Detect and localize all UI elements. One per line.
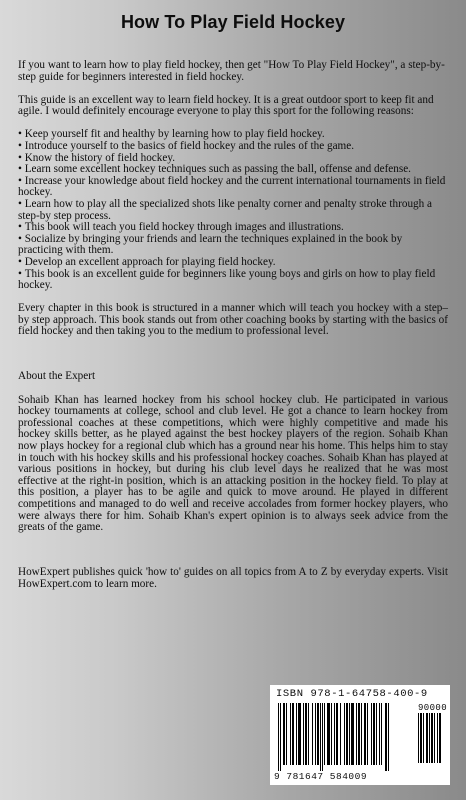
addon-barcode-bars	[418, 713, 446, 769]
barcode-bar	[280, 703, 281, 771]
barcode-bar	[317, 703, 319, 765]
barcode-bar	[286, 703, 287, 765]
barcode-bar	[296, 703, 297, 765]
isbn-barcode	[270, 685, 450, 785]
barcode-bar	[364, 703, 366, 765]
barcode-bar	[439, 713, 441, 763]
barcode-bar	[385, 703, 387, 771]
structure-paragraph: Every chapter in this book is structured in a manner which will teach you hockey with a step–by step approach. This book stands out from other coaching books by starting with the basics of field hockey and then taking you to the medium to professional level.	[18, 302, 448, 338]
barcode-bar	[324, 703, 325, 765]
isbn-label: ISBN 978-1-64758-400-9	[276, 688, 428, 700]
barcode-bar	[308, 703, 309, 765]
barcode-bar	[429, 713, 430, 763]
list-item: • Increase your knowledge about field hockey and the current international tournaments in field hockey.	[18, 176, 448, 199]
publisher-note: HowExpert publishes quick 'how to' guides on all topics from A to Z by everyday experts. Visit HowExpert.com to learn more.	[18, 566, 448, 590]
barcode-bar	[312, 703, 313, 765]
barcode-bar	[434, 713, 435, 763]
list-item: • This book is an excellent guide for beginners like young boys and girls on how to play field hockey.	[18, 269, 448, 292]
barcode-bar	[320, 703, 321, 771]
barcode-bar	[356, 703, 357, 765]
barcode-bar	[305, 703, 307, 765]
barcode-bar	[322, 703, 323, 771]
barcode-bar	[303, 703, 304, 765]
barcode-bar	[349, 703, 350, 765]
list-item: • Keep yourself fit and healthy by learning how to play field hockey.	[18, 129, 448, 141]
intro-paragraph: If you want to learn how to play field hockey, then get "How To Play Field Hockey", a step-by-step guide for beginners interested in field hockey.	[18, 59, 445, 83]
list-item: • Know the history of field hockey.	[18, 153, 448, 165]
list-item: • Learn some excellent hockey techniques such as passing the ball, offense and defense.	[18, 164, 448, 176]
barcode-bar	[376, 703, 377, 765]
barcode-bar	[327, 703, 330, 765]
barcode-bar	[344, 703, 345, 765]
barcode-digits: 9 781647 584009	[274, 771, 368, 782]
list-item: • Socialize by bringing your friends and learn the techniques explained in the book by practicing with them.	[18, 234, 448, 257]
barcode-bars	[278, 703, 412, 771]
barcode-bar	[336, 703, 338, 765]
barcode-bar	[381, 703, 382, 765]
barcode-bar	[388, 703, 389, 771]
barcode-bar	[351, 703, 354, 765]
barcode-bar	[334, 703, 335, 765]
barcode-bar	[367, 703, 368, 765]
list-item: • Introduce yourself to the basics of field hockey and the rules of the game.	[18, 141, 448, 153]
barcode-bar	[346, 703, 348, 765]
price-code: 90000	[418, 703, 448, 713]
section-spacer	[18, 545, 448, 567]
barcode-bar	[278, 703, 279, 771]
barcode-bar	[358, 703, 360, 765]
book-title: How To Play Field Hockey	[120, 12, 346, 32]
barcode-bar	[371, 703, 372, 765]
barcode-bar	[423, 713, 424, 763]
list-item: • Learn how to play all the specialized shots like penalty corner and penalty stroke through a step-by step process.	[18, 199, 448, 222]
reasons-intro-paragraph: This guide is an excellent way to learn field hockey. It is a great outdoor sport to keep fit and agile. I would definitely encourage everyone to play this sport for the following reasons:	[18, 93, 434, 118]
cover-text	[18, 60, 448, 602]
barcode-bar	[420, 713, 422, 763]
barcode-bar	[292, 703, 294, 765]
reasons-list	[18, 129, 448, 291]
barcode-bar	[431, 713, 433, 763]
barcode-bar	[418, 713, 419, 763]
expert-heading: About the Expert	[18, 370, 96, 383]
barcode-bar	[361, 703, 362, 765]
barcode-bar	[379, 703, 380, 765]
list-item: • Develop an excellent approach for playing field hockey.	[18, 257, 448, 269]
barcode-bar	[290, 703, 291, 765]
barcode-bar	[340, 703, 341, 765]
barcode-bar	[315, 703, 316, 765]
barcode-bar	[283, 703, 285, 765]
barcode-bar	[331, 703, 332, 765]
barcode-bar	[373, 703, 375, 765]
barcode-bar	[437, 713, 438, 763]
expert-bio-paragraph: Sohaib Khan has learned hockey from his school hockey club. He participated in various hockey tournaments at college, school and club level. He got a chance to learn hockey from professional coaches at these competitions, which were highly competitive and made his hockey skills better, as he played against the best hockey players of the region. Sohaib Khan now plays hockey for a regional club which has a ground near his home. This helps him to stay in touch with his hockey skills and his professional hockey coaches. Sohaib Khan has played at various positions in hockey, but during his club level days he realized that he was most effective at the right-in position, which is an attacking position in the hockey field. To play at this position, a player has to be agile and quick to move around. He played in different competitions and managed to do well and receive accolades from former hockey players, who were always there for him. Sohaib Khan's expert opinion is to always seek advice from the greats of the game.	[18, 393, 448, 534]
barcode-bar	[298, 703, 301, 765]
section-spacer	[18, 349, 448, 371]
list-item: • This book will teach you field hockey through images and illustrations.	[18, 222, 448, 234]
barcode-bar	[426, 713, 428, 763]
